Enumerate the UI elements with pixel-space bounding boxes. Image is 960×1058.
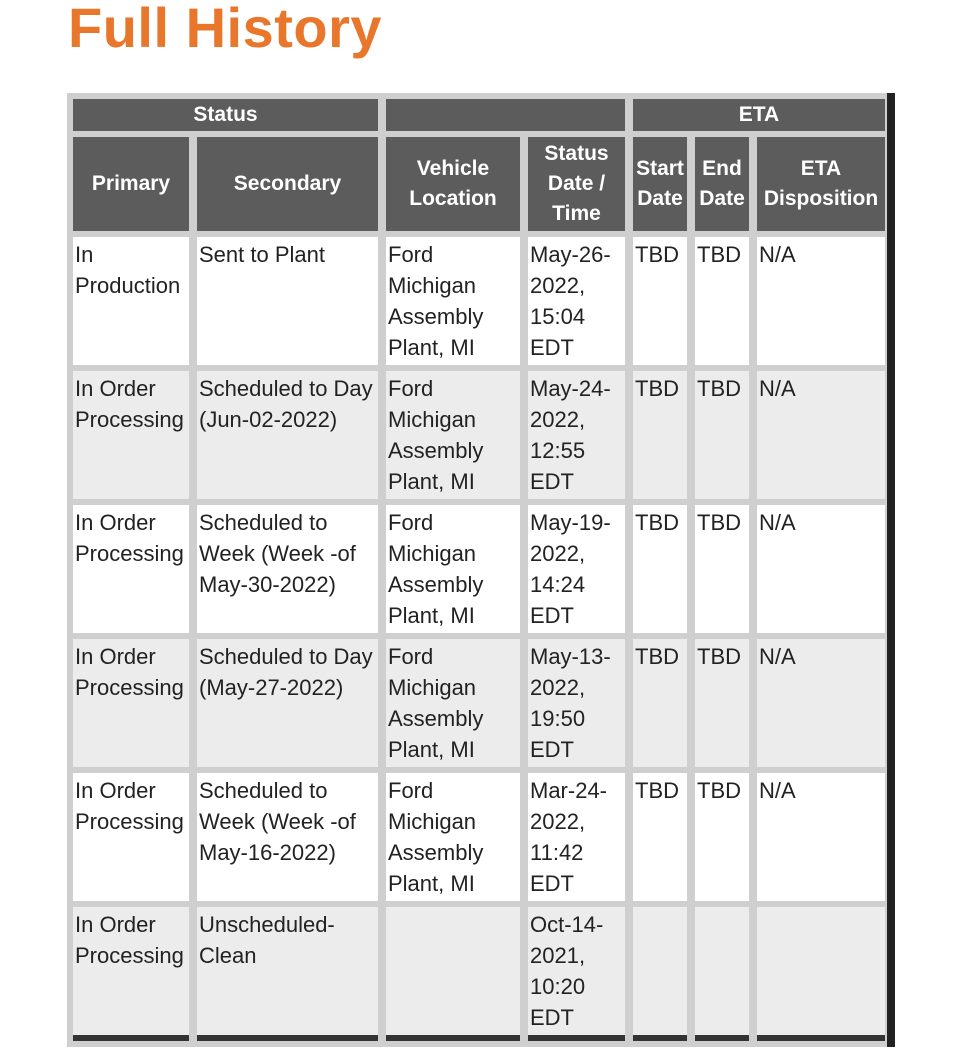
table-row (73, 505, 885, 633)
cell-eta-disposition: N/A (757, 237, 885, 365)
cell-status-datetime: May-19-2022, 14:24 EDT (528, 505, 625, 633)
cell-vehicle-location: Ford Michigan Assembly Plant, MI (386, 505, 520, 633)
cell-primary: In Order Processing (73, 773, 189, 901)
cell-start-date: TBD (633, 371, 687, 499)
cell-end-date: TBD (695, 237, 749, 365)
cell-secondary: Unscheduled-Clean (197, 907, 378, 1041)
table-row (73, 907, 885, 1041)
column-header-eta-disposition: ETA Disposition (757, 137, 885, 231)
cell-primary: In Order Processing (73, 639, 189, 767)
column-header-row (73, 137, 885, 231)
cell-vehicle-location: Ford Michigan Assembly Plant, MI (386, 773, 520, 901)
cell-status-datetime: May-26-2022, 15:04 EDT (528, 237, 625, 365)
cell-end-date (695, 907, 749, 1041)
cell-eta-disposition: N/A (757, 639, 885, 767)
cell-status-datetime: Mar-24-2022, 11:42 EDT (528, 773, 625, 901)
column-header-start-date: Start Date (633, 137, 687, 231)
cell-end-date: TBD (695, 639, 749, 767)
cell-start-date: TBD (633, 505, 687, 633)
cell-vehicle-location (386, 907, 520, 1041)
history-table-container (67, 93, 895, 1047)
cell-vehicle-location: Ford Michigan Assembly Plant, MI (386, 371, 520, 499)
cell-end-date: TBD (695, 371, 749, 499)
cell-start-date (633, 907, 687, 1041)
cell-primary: In Order Processing (73, 371, 189, 499)
cell-vehicle-location: Ford Michigan Assembly Plant, MI (386, 237, 520, 365)
table-row (73, 639, 885, 767)
cell-eta-disposition: N/A (757, 773, 885, 901)
cell-secondary: Scheduled to Day (Jun-02-2022) (197, 371, 378, 499)
column-header-end-date: End Date (695, 137, 749, 231)
cell-primary: In Order Processing (73, 505, 189, 633)
history-table (65, 93, 893, 1047)
cell-primary: In Production (73, 237, 189, 365)
cell-eta-disposition: N/A (757, 505, 885, 633)
table-row (73, 773, 885, 901)
column-header-status-datetime: Status Date / Time (528, 137, 625, 231)
cell-secondary: Sent to Plant (197, 237, 378, 365)
cell-start-date: TBD (633, 639, 687, 767)
page-title: Full History (68, 0, 383, 59)
table-row (73, 237, 885, 365)
cell-status-datetime: May-24-2022, 12:55 EDT (528, 371, 625, 499)
column-header-primary: Primary (73, 137, 189, 231)
cell-status-datetime: May-13-2022, 19:50 EDT (528, 639, 625, 767)
cell-vehicle-location: Ford Michigan Assembly Plant, MI (386, 639, 520, 767)
column-header-secondary: Secondary (197, 137, 378, 231)
cell-primary: In Order Processing (73, 907, 189, 1041)
cell-eta-disposition: N/A (757, 371, 885, 499)
group-header-status: Status (73, 99, 378, 131)
column-header-vehicle-location: Vehicle Location (386, 137, 520, 231)
cell-start-date: TBD (633, 773, 687, 901)
cell-secondary: Scheduled to Week (Week -of May-16-2022) (197, 773, 378, 901)
cell-status-datetime: Oct-14-2021, 10:20 EDT (528, 907, 625, 1041)
cell-secondary: Scheduled to Week (Week -of May-30-2022) (197, 505, 378, 633)
cell-start-date: TBD (633, 237, 687, 365)
group-header-row (73, 99, 885, 131)
cell-end-date: TBD (695, 773, 749, 901)
group-header-middle (386, 99, 625, 131)
table-row (73, 371, 885, 499)
group-header-eta: ETA (633, 99, 885, 131)
cell-end-date: TBD (695, 505, 749, 633)
cell-secondary: Scheduled to Day (May-27-2022) (197, 639, 378, 767)
cell-eta-disposition (757, 907, 885, 1041)
